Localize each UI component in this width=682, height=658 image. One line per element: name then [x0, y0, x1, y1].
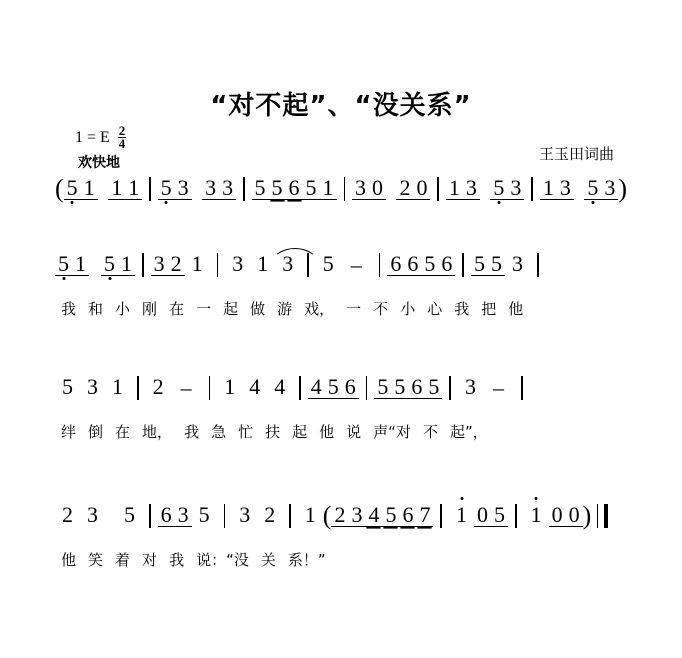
lyric-syllable: 对 [142, 551, 158, 569]
note-3: 3 [175, 176, 192, 200]
lyric-syllable: 急 [211, 423, 227, 441]
notation-row-1 [55, 176, 627, 222]
note-3: 3 [464, 374, 476, 399]
note-5: 5 [124, 502, 135, 527]
note-3: 3 [239, 502, 251, 527]
barline [137, 376, 139, 400]
note-1: 1 [257, 251, 269, 276]
final-barline [597, 504, 608, 528]
note-6: 6 [158, 503, 175, 527]
barline [462, 253, 464, 277]
note-2: 2 [168, 252, 185, 276]
composer-credit: 王玉田词曲 [538, 145, 614, 163]
barline [243, 177, 244, 201]
phrase-paren: ( [55, 174, 64, 203]
phrase-paren: ( [322, 501, 332, 530]
lyrics-row-2 [55, 298, 627, 328]
notation-row-2 [55, 252, 627, 298]
note-1: 1 [125, 176, 142, 200]
key-signature-label: 1 = E [75, 129, 110, 147]
note-3: 3 [232, 251, 244, 276]
lyrics-row-3 [55, 421, 627, 451]
note-1: 1 [72, 252, 89, 276]
note-5: 5 [491, 503, 508, 527]
barline [521, 376, 523, 400]
note-0: 0 [474, 503, 491, 527]
note-6: 6 [387, 252, 404, 276]
note-5: 5 [382, 503, 399, 527]
note-6: 6 [404, 252, 421, 276]
note-5: 5 [303, 176, 320, 200]
lyric-syllable: 我 [454, 300, 470, 318]
note-2: 2 [264, 502, 276, 527]
barline [344, 177, 345, 201]
note-3: 3 [601, 176, 618, 200]
barline [449, 376, 451, 400]
note-3: 3 [219, 176, 236, 200]
lyric-syllable: 扶 [265, 423, 281, 441]
note-5: 5 [252, 176, 269, 200]
note-5: 5 [391, 375, 408, 399]
note-5: 5 [425, 375, 442, 399]
note-4: 4 [249, 374, 261, 399]
note-1: 1 [108, 176, 125, 200]
duration-dash: – [350, 252, 362, 277]
lyric-syllable: 他 [319, 423, 335, 441]
note-spacer [98, 176, 109, 202]
key-signature [75, 123, 126, 151]
music-system-3 [0, 375, 682, 467]
note-5: 5 [158, 176, 175, 200]
lyric-syllable: 戏， [304, 300, 335, 318]
note-3: 3 [348, 503, 365, 527]
note-5: 5 [471, 252, 488, 276]
note-3: 3 [557, 176, 574, 200]
barline [437, 177, 438, 201]
lyric-syllable: 起 [292, 423, 308, 441]
note-0: 0 [369, 176, 386, 200]
note-6: 6 [286, 176, 303, 200]
note-4: 4 [274, 374, 286, 399]
lyric-syllable: 在 [115, 423, 131, 441]
note-3: 3 [151, 252, 168, 276]
note-1: 1 [118, 252, 135, 276]
lyric-syllable: 心 [427, 300, 443, 318]
lyrics-row-1 [55, 222, 627, 252]
note-4: 4 [308, 375, 325, 399]
tempo-marking: 欢快地 [78, 155, 120, 171]
note-3: 3 [511, 251, 523, 276]
lyric-syllable: 小 [115, 300, 131, 318]
note-1: 1 [449, 503, 474, 526]
note-3: 3 [87, 502, 98, 527]
barline [531, 177, 532, 201]
note-6: 6 [438, 252, 455, 276]
lyric-syllable: 他 [508, 300, 524, 318]
note-1: 1 [81, 176, 98, 200]
note-spacer [105, 503, 117, 529]
note-5: 5 [64, 176, 81, 200]
page-title: “对不起”、“没关系” [210, 91, 472, 121]
lyric-syllable: 他 [61, 551, 77, 569]
lyric-syllable: 一 [346, 300, 362, 318]
time-signature [118, 125, 127, 150]
lyric-syllable: 忙 [238, 423, 254, 441]
note-0: 0 [566, 503, 583, 527]
note-0: 0 [413, 176, 430, 200]
barline [440, 504, 442, 528]
barline [142, 253, 144, 277]
note-spacer [89, 252, 101, 278]
note-1: 1 [524, 503, 549, 526]
lyric-syllable: 声“对 [373, 423, 411, 441]
barline [299, 376, 301, 400]
note-5: 5 [269, 176, 286, 200]
lyric-syllable: 系！” [287, 551, 326, 569]
lyric-syllable: 把 [481, 300, 497, 318]
music-system-2 [0, 252, 682, 344]
note-1: 1 [191, 251, 203, 276]
lyric-syllable: 说：“没 [196, 551, 249, 569]
note-6: 6 [399, 503, 416, 527]
note-6: 6 [408, 375, 425, 399]
note-3: 3 [352, 176, 369, 200]
barline [307, 253, 309, 277]
lyric-syllable: 做 [250, 300, 266, 318]
note-1: 1 [540, 176, 557, 200]
note-spacer [480, 176, 491, 202]
phrase-paren: ) [582, 501, 592, 530]
duration-dash: – [180, 375, 192, 400]
note-7: 7 [416, 503, 433, 527]
note-spacer [574, 176, 585, 202]
duration-dash: – [492, 375, 504, 400]
note-5: 5 [374, 375, 391, 399]
note-1: 1 [304, 502, 316, 527]
music-system-4 [0, 503, 682, 595]
lyric-syllable: 笑 [88, 551, 104, 569]
barline [217, 253, 219, 277]
barline [537, 253, 539, 277]
note-2: 2 [152, 374, 164, 399]
lyric-syllable: 不 [373, 300, 389, 318]
lyrics-row-4 [55, 549, 627, 579]
notation-row-3 [55, 375, 627, 421]
note-3: 3 [202, 176, 219, 200]
barline [366, 376, 368, 400]
note-5: 5 [62, 374, 73, 399]
time-signature-denominator: 4 [118, 135, 126, 151]
lyric-syllable: 起”， [449, 423, 488, 441]
lyric-syllable: 地， [142, 423, 173, 441]
note-5: 5 [490, 176, 507, 200]
note-4: 4 [365, 503, 382, 527]
note-3: 3 [87, 374, 98, 399]
lyric-syllable: 起 [223, 300, 239, 318]
note-3: 3 [175, 503, 192, 527]
note-5: 5 [421, 252, 438, 276]
note-5: 5 [198, 502, 210, 527]
lyric-syllable: 我 [169, 551, 185, 569]
lyric-syllable: 不 [422, 423, 438, 441]
barline [149, 504, 151, 528]
note-5: 5 [101, 252, 118, 276]
lyric-syllable: 和 [88, 300, 104, 318]
lyric-syllable: 我 [184, 423, 200, 441]
note-2: 2 [396, 176, 413, 200]
lyric-syllable: 绊 [61, 423, 77, 441]
barline [224, 504, 226, 528]
note-spacer [192, 176, 203, 202]
note-2: 2 [62, 502, 73, 527]
lyric-syllable: 说 [346, 423, 362, 441]
note-1: 1 [320, 176, 337, 200]
note-5: 5 [322, 251, 334, 276]
note-1: 1 [224, 374, 236, 399]
note-5: 5 [325, 375, 342, 399]
lyric-syllable: 刚 [142, 300, 158, 318]
note-5: 5 [55, 252, 72, 276]
lyric-syllable: 在 [169, 300, 185, 318]
phrase-paren: ) [618, 174, 628, 203]
note-6: 6 [342, 375, 359, 399]
note-1: 1 [446, 176, 463, 200]
lyric-syllable: 我 [61, 300, 77, 318]
lyric-syllable: 倒 [88, 423, 104, 441]
barline [209, 376, 211, 400]
lyric-syllable: 一 [196, 300, 212, 318]
note-spacer [386, 176, 397, 202]
note-1: 1 [112, 374, 123, 399]
note-5: 5 [584, 176, 601, 200]
time-signature-numerator: 2 [118, 123, 126, 138]
barline [289, 504, 291, 528]
note-3: 3 [507, 176, 524, 200]
lyric-syllable: 小 [400, 300, 416, 318]
note-0: 0 [549, 503, 566, 527]
lyric-syllable: 着 [115, 551, 131, 569]
lyric-syllable: 游 [277, 300, 293, 318]
note-3: 3 [282, 251, 294, 276]
note-2: 2 [331, 503, 348, 527]
barline [149, 177, 150, 201]
lyric-syllable: 关 [260, 551, 276, 569]
notation-row-4 [55, 503, 627, 549]
barline [379, 253, 381, 277]
note-3: 3 [463, 176, 480, 200]
note-5: 5 [488, 252, 505, 276]
barline [515, 504, 517, 528]
